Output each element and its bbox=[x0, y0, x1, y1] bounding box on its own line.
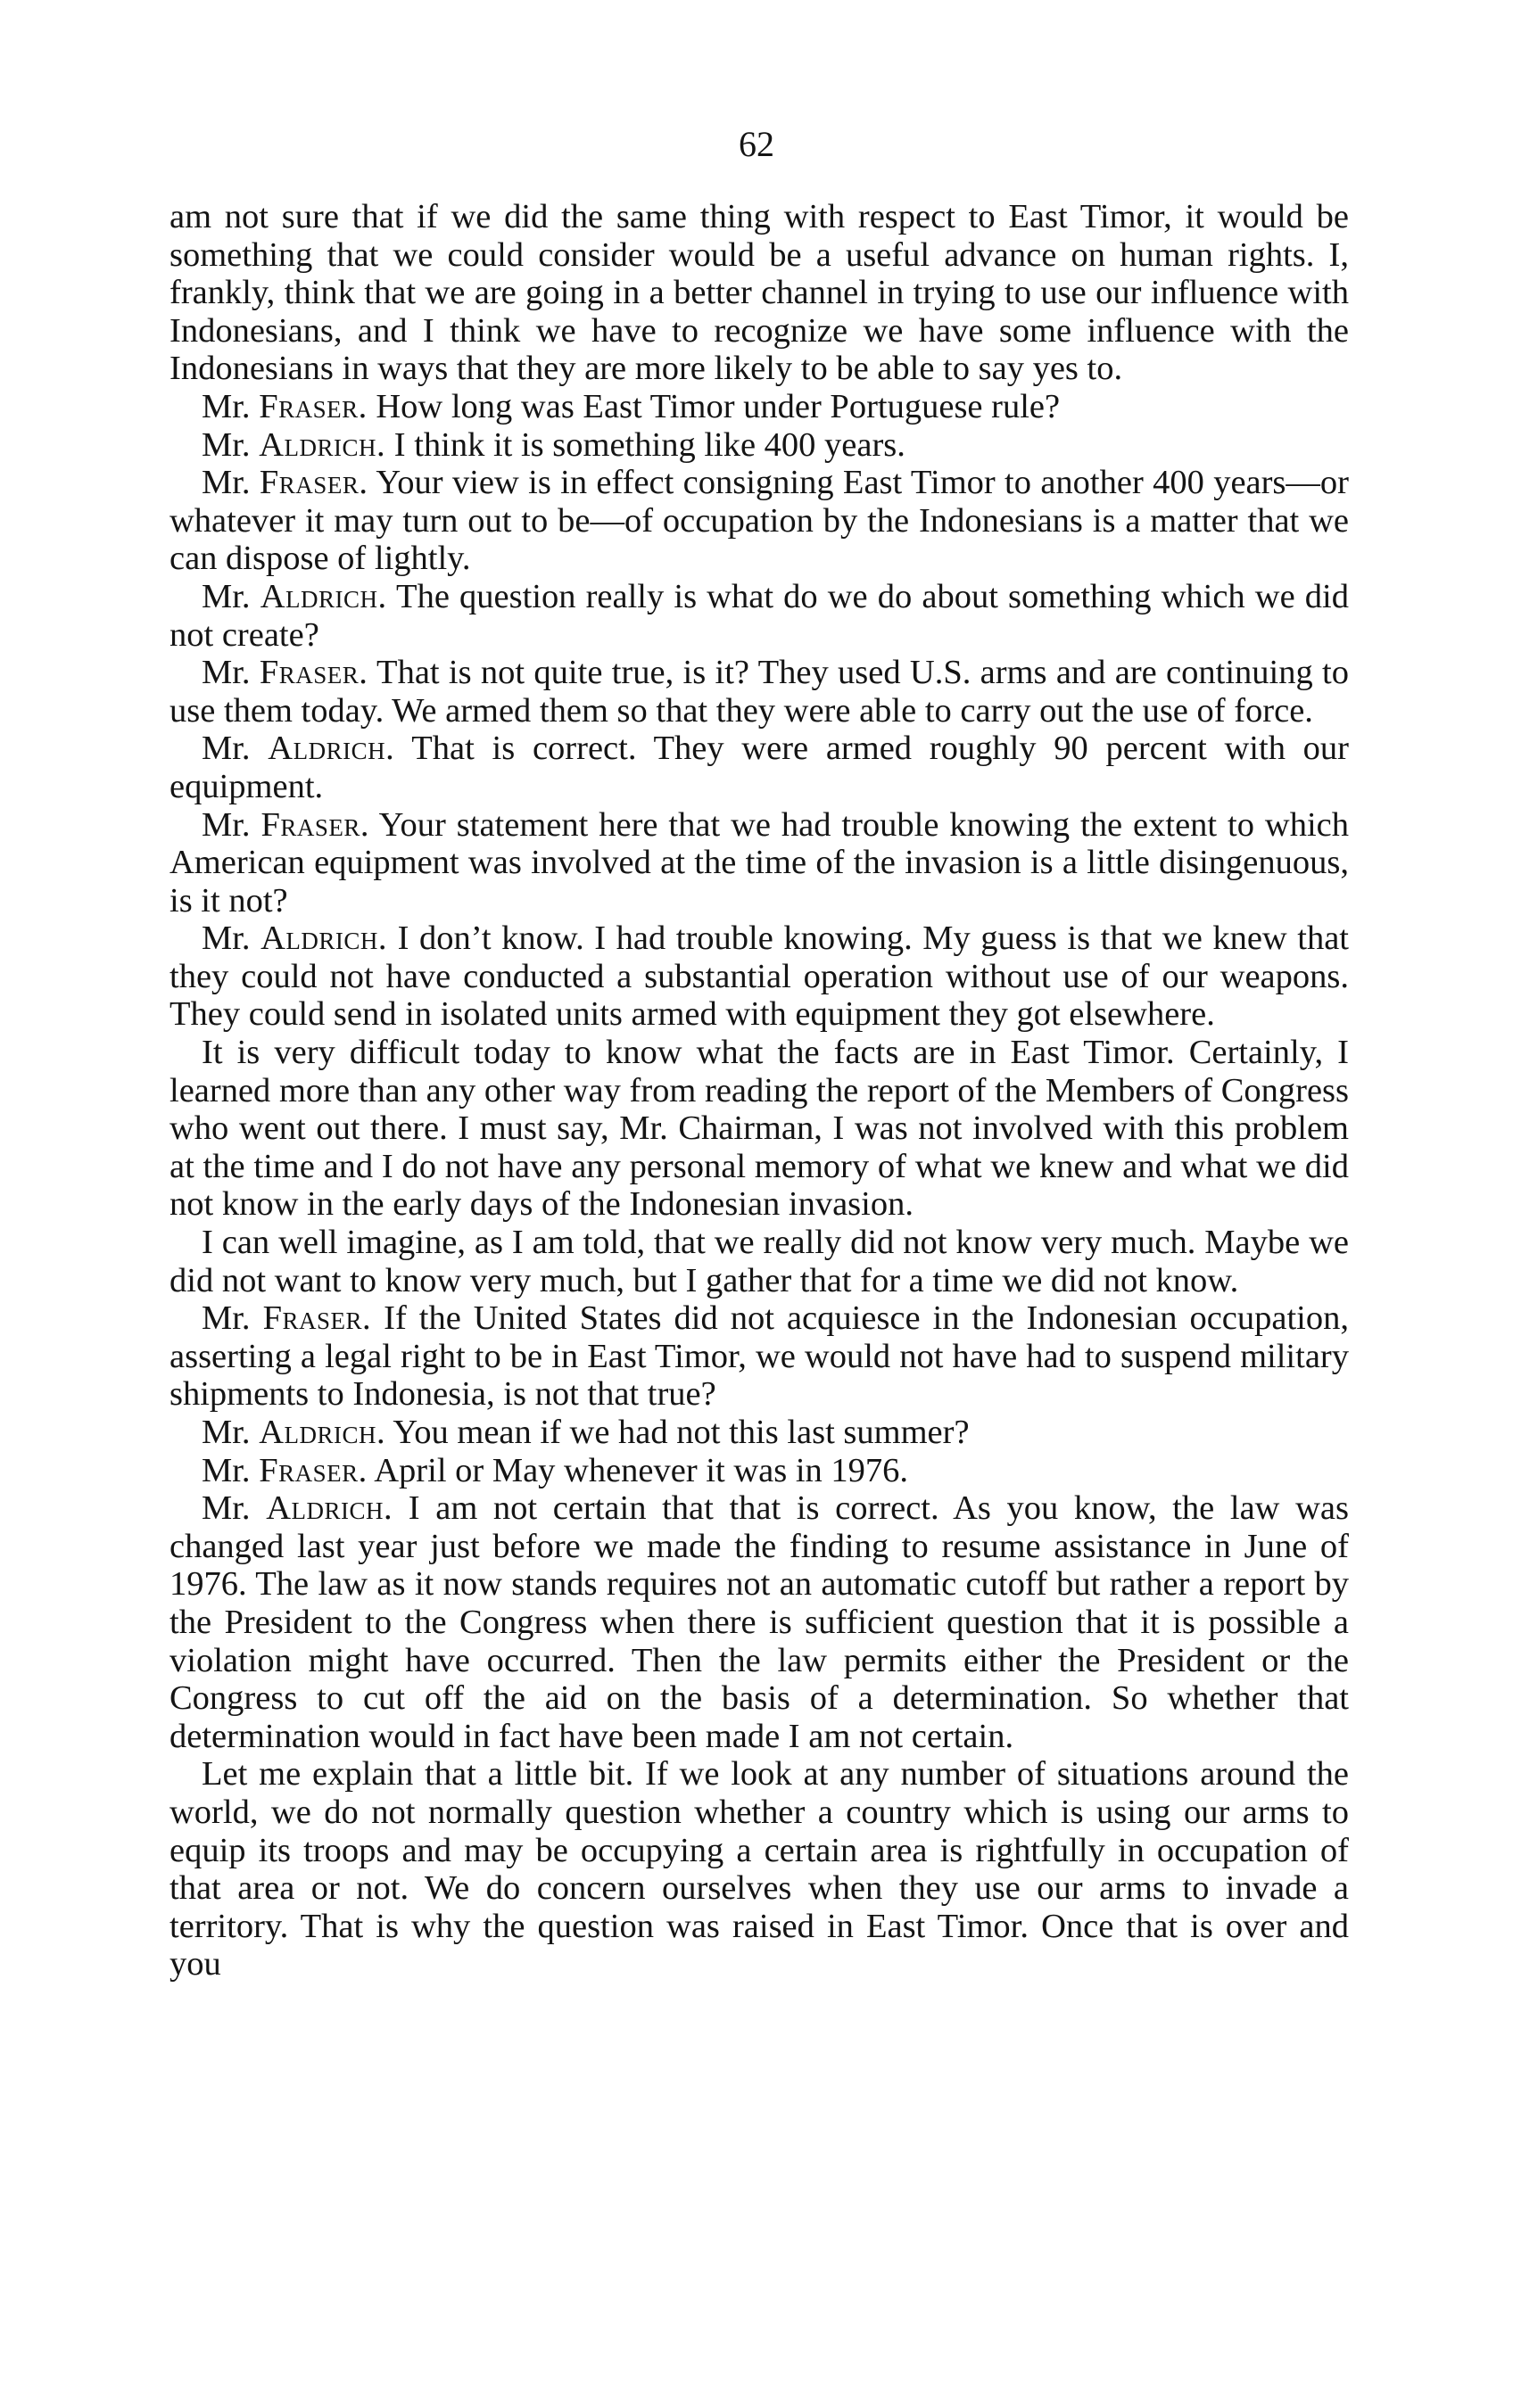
paragraph-text: I can well imagine, as I am told, that we really did not know very much. Maybe we did not want to know very much, but I gather that for a time we did not know. bbox=[169, 1224, 1349, 1299]
speaker-name: Aldrich. bbox=[259, 425, 386, 464]
paragraph bbox=[169, 654, 1349, 730]
paragraph bbox=[169, 1299, 1349, 1414]
speaker-title: Mr. bbox=[202, 654, 260, 692]
paragraph-text: Your view is in effect consigning East Timor to another 400 years—or whatever it may turn out to be—of occupation by the Indonesians is a matter that we can dispose of lightly. bbox=[169, 464, 1349, 578]
paragraph bbox=[169, 464, 1349, 578]
speaker-name: Fraser. bbox=[259, 387, 368, 425]
speaker-name: Aldrich. bbox=[260, 919, 388, 958]
speaker-name: Fraser. bbox=[259, 464, 368, 502]
paragraph bbox=[169, 1755, 1349, 1983]
paragraph bbox=[169, 1489, 1349, 1755]
paragraph-text: Your statement here that we had trouble knowing the extent to which American equipment was involved at the time of the invasion is a little disingenuous, is it not? bbox=[169, 805, 1349, 919]
speaker-title: Mr. bbox=[202, 730, 269, 768]
paragraph bbox=[169, 730, 1349, 805]
paragraph-text: How long was East Timor under Portuguese rule? bbox=[367, 387, 1061, 425]
speaker-title: Mr. bbox=[202, 387, 260, 425]
paragraph-text: I am not certain that that is correct. As you know, the law was changed last year just before we made the finding to resume assistance in June of 1976. The law as it now stands requires not an automatic cutoff but rather a report by the President to the Congress when there is sufficient question that it is possible a violation might have occurred. Then the law permits either the President or the Congress to cut off the aid on the basis of a determination. So whether that determination would in fact have been made I am not certain. bbox=[169, 1489, 1349, 1755]
paragraph bbox=[169, 198, 1349, 388]
speaker-title: Mr. bbox=[202, 805, 261, 844]
speaker-title: Mr. bbox=[202, 1414, 260, 1451]
paragraph-text: If the United States did not acquiesce in the Indonesian occupation, asserting a legal right to be in East Timor, we would not have had to suspend military shipments to Indonesia, is not that true? bbox=[169, 1299, 1349, 1414]
paragraph-text: That is correct. They were armed roughly 90 percent with our equipment. bbox=[169, 730, 1350, 805]
paragraph bbox=[169, 1452, 1349, 1490]
speaker-title: Mr. bbox=[202, 1299, 263, 1338]
paragraph-text: That is not quite true, is it? They used U.S. arms and are continuing to use them today. We armed them so that they were able to carry out the use of force. bbox=[169, 654, 1349, 730]
speaker-name: Fraser. bbox=[260, 805, 370, 844]
speaker-title: Mr. bbox=[202, 919, 261, 958]
paragraph bbox=[169, 919, 1349, 1034]
paragraph-text: You mean if we had not this last summer? bbox=[385, 1414, 970, 1451]
speaker-name: Fraser. bbox=[259, 1451, 368, 1489]
speaker-title: Mr. bbox=[202, 577, 260, 615]
paragraph bbox=[169, 1224, 1349, 1299]
paragraph-text: am not sure that if we did the same thing with respect to East Timor, it would be something that we could consider would be a useful advance on human rights. I, frankly, think that we are going in a better channel in trying to use our influence with Indonesians, and I think we have to recognize we have some influence with the Indonesians in ways that they are more likely to be able to say yes to. bbox=[169, 198, 1349, 388]
paragraph bbox=[169, 806, 1349, 920]
speaker-name: Aldrich. bbox=[268, 730, 395, 768]
paragraph bbox=[169, 1414, 1349, 1452]
paragraph-text: I don’t know. I had trouble knowing. My guess is that we knew that they could not have conducted a substantial operation without use of our weapons. They could send in isolated units armed with equipment they got elsewhere. bbox=[169, 919, 1349, 1034]
speaker-title: Mr. bbox=[202, 1451, 260, 1489]
paragraph-text: It is very difficult today to know what the facts are in East Timor. Certainly, I learned more than any other way from reading the report of the Members of Congress who went out there. I must say, Mr. Chairman, I was not involved with this problem at the time and I do not have any personal memory of what we knew and what we did not know in the early days of the Indonesian invasion. bbox=[169, 1034, 1349, 1224]
page-number: 62 bbox=[739, 124, 774, 164]
paragraph bbox=[169, 426, 1349, 465]
speaker-name: Aldrich. bbox=[259, 1414, 386, 1451]
paragraph-text: The question really is what do we do about something which we did not create? bbox=[169, 577, 1350, 654]
paragraph-text: I think it is something like 400 years. bbox=[385, 425, 905, 464]
speaker-name: Aldrich. bbox=[266, 1489, 393, 1528]
paragraph bbox=[169, 1034, 1349, 1224]
paragraph-text: April or May whenever it was in 1976. bbox=[367, 1451, 909, 1489]
speaker-title: Mr. bbox=[202, 1489, 267, 1528]
paragraph bbox=[169, 578, 1349, 654]
speaker-name: Fraser. bbox=[262, 1299, 372, 1338]
speaker-title: Mr. bbox=[202, 425, 260, 464]
document-body bbox=[169, 198, 1349, 1983]
speaker-title: Mr. bbox=[202, 464, 260, 502]
paragraph-text: Let me explain that a little bit. If we look at any number of situations around the world, we do not normally question whether a country which is using our arms to equip its troops and may be occupying a certain area is rightfully in occupation of that area or not. We do concern ourselves when they use our arms to invade a territory. That is why the question was raised in East Timor. Once that is over and you bbox=[169, 1755, 1349, 1983]
paragraph bbox=[169, 388, 1349, 426]
speaker-name: Aldrich. bbox=[260, 577, 387, 615]
speaker-name: Fraser. bbox=[259, 654, 368, 692]
